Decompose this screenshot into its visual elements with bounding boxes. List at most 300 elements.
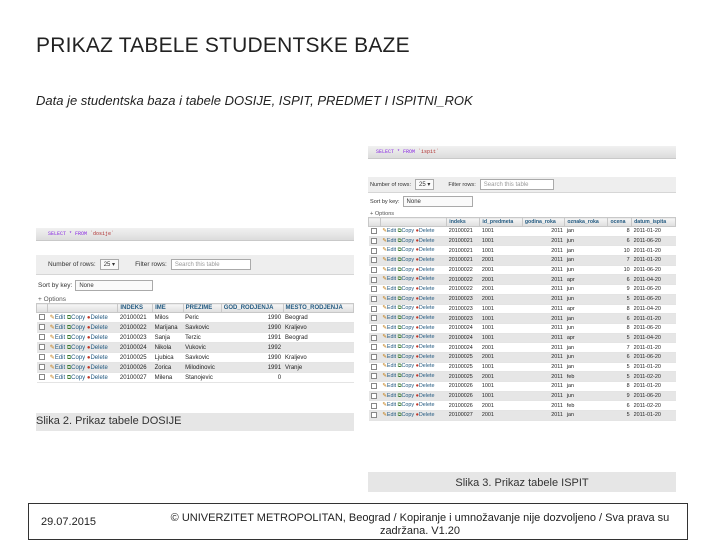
table-cell-godina: 2011 [522,275,564,285]
copy-icon: ⧉ [397,237,402,244]
table-cell-god: 0 [221,373,283,383]
rows-select[interactable]: 25 ▾ [100,259,119,270]
edit-link[interactable]: Edit [386,373,397,380]
delete-icon: ● [415,392,419,399]
table-row [369,304,676,314]
table-cell-indeks: 20100022 [447,275,480,285]
row-checkbox[interactable] [371,248,377,254]
copy-icon: ⧉ [397,305,402,312]
edit-link[interactable]: Edit [386,256,397,263]
edit-link[interactable]: Edit [54,354,66,361]
table-cell-indeks: 20100021 [447,256,480,266]
rows-select[interactable]: 25 ▾ [415,179,434,190]
table-row [369,333,676,343]
copy-link[interactable]: Copy [71,374,86,381]
pencil-icon: ✎ [382,363,387,370]
table-cell-ocena: 5 [608,372,632,382]
delete-icon: ● [415,402,419,409]
column-header[interactable]: GOD_RODJENJA [221,304,283,313]
table-cell-predmet: 1001 [480,236,522,246]
sort-row [368,193,676,207]
dosije-table [36,303,354,383]
delete-link[interactable]: Delete [418,402,435,409]
copy-link[interactable]: Copy [401,373,415,380]
table-cell-ocena: 6 [608,236,632,246]
rows-label: Number of rows: [48,261,96,268]
column-header[interactable]: MESTO_RODJENJA [283,304,353,313]
table-row [37,363,354,373]
filter-label: Filter rows: [135,261,167,268]
copy-icon: ⧉ [397,363,402,370]
filter-input[interactable]: Search this table [171,259,251,270]
table-row [37,373,354,383]
table-cell-predmet: 1001 [480,333,522,343]
table-cell-ocena: 5 [608,333,632,343]
copy-link[interactable]: Copy [401,276,415,283]
table-cell-god: 1990 [221,313,283,323]
delete-link[interactable]: Delete [418,411,435,418]
copy-link[interactable]: Copy [401,295,415,302]
table-row [369,362,676,372]
row-checkbox[interactable] [371,373,377,379]
copy-link[interactable]: Copy [401,382,415,389]
pencil-icon: ✎ [382,334,387,341]
table-row [37,323,354,333]
delete-icon: ● [415,373,419,380]
copy-link[interactable]: Copy [71,364,86,371]
row-checkbox[interactable] [371,344,377,350]
delete-icon: ● [415,344,419,351]
table-cell-predmet: 2001 [480,352,522,362]
copy-icon: ⧉ [397,382,402,389]
copy-icon: ⧉ [66,334,72,341]
table-cell-godina: 2011 [522,323,564,333]
delete-link[interactable]: Delete [90,344,108,351]
table-cell-predmet: 2001 [480,411,522,421]
delete-link[interactable]: Delete [418,256,435,263]
table-cell-rok: jan [565,343,608,353]
table-cell-rok: jun [565,285,608,295]
table-cell-datum: 2011-06-20 [632,285,676,295]
table-cell-rok: jun [565,294,608,304]
table-cell-predmet: 2001 [480,285,522,295]
copy-link[interactable]: Copy [401,266,415,273]
row-checkbox[interactable] [39,374,45,380]
table-cell-datum: 2011-06-20 [632,352,676,362]
table-cell-ocena: 6 [608,352,632,362]
copy-link[interactable]: Copy [401,344,415,351]
edit-link[interactable]: Edit [54,324,66,331]
table-cell-indeks: 20100023 [447,294,480,304]
table-cell-predmet: 1001 [480,304,522,314]
edit-link[interactable]: Edit [54,334,66,341]
edit-link[interactable]: Edit [54,344,66,351]
pencil-icon: ✎ [382,402,387,409]
pencil-icon: ✎ [382,256,387,263]
table-cell-indeks: 20100023 [447,304,480,314]
table-cell-datum: 2011-01-20 [632,362,676,372]
table-cell-predmet: 1001 [480,362,522,372]
rows-value: 25 [103,262,111,268]
delete-link[interactable]: Delete [90,314,108,321]
delete-icon: ● [415,227,419,234]
row-checkbox[interactable] [39,324,45,330]
column-header [48,304,118,313]
delete-link[interactable]: Delete [90,354,108,361]
copy-link[interactable]: Copy [71,354,86,361]
column-header[interactable]: oznaka_roka [565,218,608,227]
delete-link[interactable]: Delete [418,247,435,254]
delete-link[interactable]: Delete [418,324,435,331]
pencil-icon: ✎ [49,334,55,341]
table-cell-god: 1992 [221,343,283,353]
edit-link[interactable]: Edit [386,353,397,360]
copy-link[interactable]: Copy [71,344,86,351]
row-checkbox[interactable] [371,354,377,360]
copy-icon: ⧉ [397,256,402,263]
table-cell-ime: Sanja [153,333,184,343]
table-row [37,333,354,343]
sort-label: Sort by key: [38,282,73,289]
slide-title: PRIKAZ TABELE STUDENTSKE BAZE [36,34,410,57]
column-header[interactable]: datum_ispita [632,218,676,227]
delete-icon: ● [86,364,91,371]
pencil-icon: ✎ [382,411,387,418]
table-cell-datum: 2011-01-20 [632,411,676,421]
row-checkbox[interactable] [371,412,377,418]
copy-icon: ⧉ [397,392,402,399]
ispit-table [368,217,676,421]
column-header[interactable]: IME [153,304,184,313]
delete-icon: ● [415,237,419,244]
delete-link[interactable]: Delete [90,334,108,341]
copy-link[interactable]: Copy [401,363,415,370]
delete-icon: ● [415,295,419,302]
copy-link[interactable]: Copy [401,305,415,312]
table-cell-mesto: Vranje [283,363,353,373]
copy-icon: ⧉ [397,344,402,351]
table-cell-rok: jun [565,236,608,246]
sort-select[interactable] [75,280,153,291]
table-row [369,246,676,256]
copy-icon: ⧉ [397,247,402,254]
table-cell-prezime: Savkovic [183,323,221,333]
table-cell-rok: jan [565,382,608,392]
row-checkbox[interactable] [371,296,377,302]
copy-link[interactable]: Copy [401,402,415,409]
footer-date: 29.07.2015 [41,516,97,528]
pencil-icon: ✎ [382,247,387,254]
table-cell-ocena: 10 [608,265,632,275]
table-cell-ocena: 8 [608,304,632,314]
table-cell-mesto [283,373,353,383]
row-checkbox[interactable] [371,306,377,312]
copy-icon: ⧉ [397,227,402,234]
slide-subtitle: Data je studentska baza i tabele DOSIJE, ISPIT, PREDMET I ISPITNI_ROK [36,93,473,108]
edit-link[interactable]: Edit [386,227,397,234]
delete-icon: ● [86,374,91,381]
row-checkbox[interactable] [39,344,45,350]
dosije-screenshot [36,228,354,410]
table-row [369,314,676,324]
edit-link[interactable]: Edit [386,266,397,273]
table-cell-indeks: 20100026 [118,363,153,373]
table-cell-datum: 2011-04-20 [632,275,676,285]
table-cell-datum: 2011-06-20 [632,294,676,304]
table-row [369,285,676,295]
table-cell-predmet: 2001 [480,275,522,285]
row-checkbox[interactable] [371,286,377,292]
delete-link[interactable]: Delete [418,295,435,302]
copy-link[interactable]: Copy [71,324,86,331]
table-cell-indeks: 20100025 [447,352,480,362]
edit-link[interactable]: Edit [386,276,397,283]
table-cell-ocena: 8 [608,382,632,392]
table-row [369,265,676,275]
slide-footer [28,503,688,540]
table-cell-ocena: 6 [608,275,632,285]
row-checkbox[interactable] [371,267,377,273]
edit-link[interactable]: Edit [386,305,397,312]
copy-link[interactable]: Copy [401,227,415,234]
edit-link[interactable]: Edit [54,374,66,381]
table-cell-ime: Milena [153,373,184,383]
copy-link[interactable]: Copy [401,256,415,263]
table-cell-datum: 2011-06-20 [632,323,676,333]
edit-link[interactable]: Edit [54,364,66,371]
copy-link[interactable]: Copy [401,353,415,360]
delete-link[interactable]: Delete [418,285,435,292]
table-cell-indeks: 20100021 [118,313,153,323]
pencil-icon: ✎ [49,354,55,361]
delete-link[interactable]: Delete [90,374,108,381]
row-checkbox[interactable] [39,334,45,340]
copy-link[interactable]: Copy [401,237,415,244]
copy-link[interactable]: Copy [401,392,415,399]
delete-link[interactable]: Delete [418,266,435,273]
table-cell-indeks: 20100023 [447,314,480,324]
table-cell-ocena: 5 [608,294,632,304]
table-cell-ocena: 9 [608,285,632,295]
copy-link[interactable]: Copy [71,334,86,341]
column-header [37,304,48,313]
copy-icon: ⧉ [397,353,402,360]
options-toggle[interactable]: + Options [38,296,67,303]
sort-label: Sort by key: [370,198,400,205]
filter-label: Filter rows: [448,181,476,188]
table-row [37,353,354,363]
row-checkbox[interactable] [371,238,377,244]
column-header[interactable]: godina_roka [522,218,564,227]
row-checkbox[interactable] [39,364,45,370]
delete-icon: ● [415,363,419,370]
row-checkbox[interactable] [371,383,377,389]
edit-link[interactable]: Edit [386,334,397,341]
copy-icon: ⧉ [397,315,402,322]
delete-icon: ● [415,334,419,341]
table-cell-ocena: 5 [608,362,632,372]
delete-link[interactable]: Delete [418,392,435,399]
delete-icon: ● [86,354,91,361]
delete-link[interactable]: Delete [418,344,435,351]
row-checkbox[interactable] [371,228,377,234]
edit-link[interactable]: Edit [386,247,397,254]
delete-link[interactable]: Delete [90,364,108,371]
copy-icon: ⧉ [397,295,402,302]
edit-link[interactable]: Edit [386,295,397,302]
options-toggle[interactable]: + Options [370,211,395,217]
column-header [380,218,446,227]
sql-query-bar [36,228,354,241]
copy-link[interactable]: Copy [401,324,415,331]
table-cell-rok: jan [565,362,608,372]
row-checkbox[interactable] [371,277,377,283]
table-cell-rok: jun [565,265,608,275]
delete-link[interactable]: Delete [418,305,435,312]
edit-link[interactable]: Edit [386,411,397,418]
delete-link[interactable]: Delete [418,334,435,341]
table-cell-godina: 2011 [522,362,564,372]
table-cell-indeks: 20100025 [118,353,153,363]
delete-link[interactable]: Delete [418,237,435,244]
filter-input[interactable]: Search this table [480,179,554,190]
delete-link[interactable]: Delete [418,315,435,322]
table-cell-rok: jan [565,227,608,237]
table-cell-indeks: 20100021 [447,246,480,256]
edit-link[interactable]: Edit [386,237,397,244]
table-cell-predmet: 2001 [480,372,522,382]
table-cell-predmet: 1001 [480,246,522,256]
column-header[interactable]: INDEKS [118,304,153,313]
delete-link[interactable]: Delete [90,324,108,331]
copy-icon: ⧉ [397,324,402,331]
copy-link[interactable]: Copy [401,247,415,254]
table-cell-ocena: 7 [608,256,632,266]
table-cell-datum: 2011-01-20 [632,343,676,353]
copy-icon: ⧉ [66,364,72,371]
delete-icon: ● [86,314,91,321]
row-checkbox[interactable] [39,314,45,320]
row-checkbox[interactable] [371,257,377,263]
copy-link[interactable]: Copy [401,315,415,322]
sort-row [36,275,354,291]
table-cell-godina: 2011 [522,352,564,362]
table-cell-prezime: Milodinovic [183,363,221,373]
table-cell-datum: 2011-01-20 [632,382,676,392]
pencil-icon: ✎ [382,382,387,389]
copy-link[interactable]: Copy [71,314,86,321]
table-cell-godina: 2011 [522,401,564,411]
table-cell-datum: 2011-04-20 [632,304,676,314]
pencil-icon: ✎ [382,373,387,380]
table-cell-godina: 2011 [522,246,564,256]
copy-link[interactable]: Copy [401,411,415,418]
edit-link[interactable]: Edit [54,314,66,321]
table-row [369,372,676,382]
navigation-bar [368,177,676,193]
table-cell-indeks: 20100024 [447,333,480,343]
row-checkbox[interactable] [371,335,377,341]
delete-link[interactable]: Delete [418,363,435,370]
table-cell-ocena: 5 [608,411,632,421]
copy-icon: ⧉ [397,276,402,283]
table-cell-prezime: Stanojevic [183,373,221,383]
edit-link[interactable]: Edit [386,363,397,370]
delete-link[interactable]: Delete [418,353,435,360]
table-cell-mesto: Beograd [283,333,353,343]
edit-link[interactable]: Edit [386,392,397,399]
table-cell-predmet: 2001 [480,265,522,275]
edit-link[interactable]: Edit [386,344,397,351]
pencil-icon: ✎ [382,227,387,234]
table-cell-predmet: 2001 [480,401,522,411]
copy-icon: ⧉ [397,266,402,273]
table-cell-predmet: 2001 [480,294,522,304]
table-cell-ime: Ljubica [153,353,184,363]
row-checkbox[interactable] [371,364,377,370]
edit-link[interactable]: Edit [386,285,397,292]
pencil-icon: ✎ [382,266,387,273]
row-checkbox[interactable] [371,403,377,409]
table-row [37,313,354,323]
delete-link[interactable]: Delete [418,227,435,234]
table-cell-datum: 2011-01-20 [632,256,676,266]
table-cell-indeks: 20100024 [447,323,480,333]
row-checkbox[interactable] [371,325,377,331]
pencil-icon: ✎ [382,285,387,292]
table-cell-god: 1990 [221,353,283,363]
delete-icon: ● [415,353,419,360]
copy-link[interactable]: Copy [401,285,415,292]
table-cell-datum: 2011-01-20 [632,246,676,256]
pencil-icon: ✎ [382,324,387,331]
copy-icon: ⧉ [66,314,72,321]
table-cell-godina: 2011 [522,372,564,382]
column-header[interactable]: PREZIME [183,304,221,313]
table-cell-indeks: 20100026 [447,382,480,392]
edit-link[interactable]: Edit [386,382,397,389]
delete-link[interactable]: Delete [418,382,435,389]
navigation-bar [36,255,354,275]
row-checkbox[interactable] [39,354,45,360]
column-header[interactable]: ocena [608,218,632,227]
table-row [369,411,676,421]
edit-link[interactable]: Edit [386,402,397,409]
row-checkbox[interactable] [371,393,377,399]
table-cell-prezime: Savkovic [183,353,221,363]
table-cell-rok: jan [565,314,608,324]
table-cell-rok: jun [565,323,608,333]
column-header[interactable]: id_predmeta [480,218,522,227]
pencil-icon: ✎ [382,276,387,283]
figure-caption-ispit: Slika 3. Prikaz tabele ISPIT [368,472,676,492]
row-checkbox[interactable] [371,315,377,321]
delete-link[interactable]: Delete [418,373,435,380]
delete-link[interactable]: Delete [418,276,435,283]
sort-select[interactable] [403,196,473,207]
table-cell-rok: feb [565,401,608,411]
column-header[interactable]: indeks [447,218,480,227]
table-row [37,343,354,353]
table-cell-prezime: Peric [183,313,221,323]
pencil-icon: ✎ [382,305,387,312]
table-cell-mesto: Beograd [283,313,353,323]
edit-link[interactable]: Edit [386,324,397,331]
table-cell-rok: apr [565,275,608,285]
table-cell-ocena: 7 [608,343,632,353]
copy-link[interactable]: Copy [401,334,415,341]
edit-link[interactable]: Edit [386,315,397,322]
